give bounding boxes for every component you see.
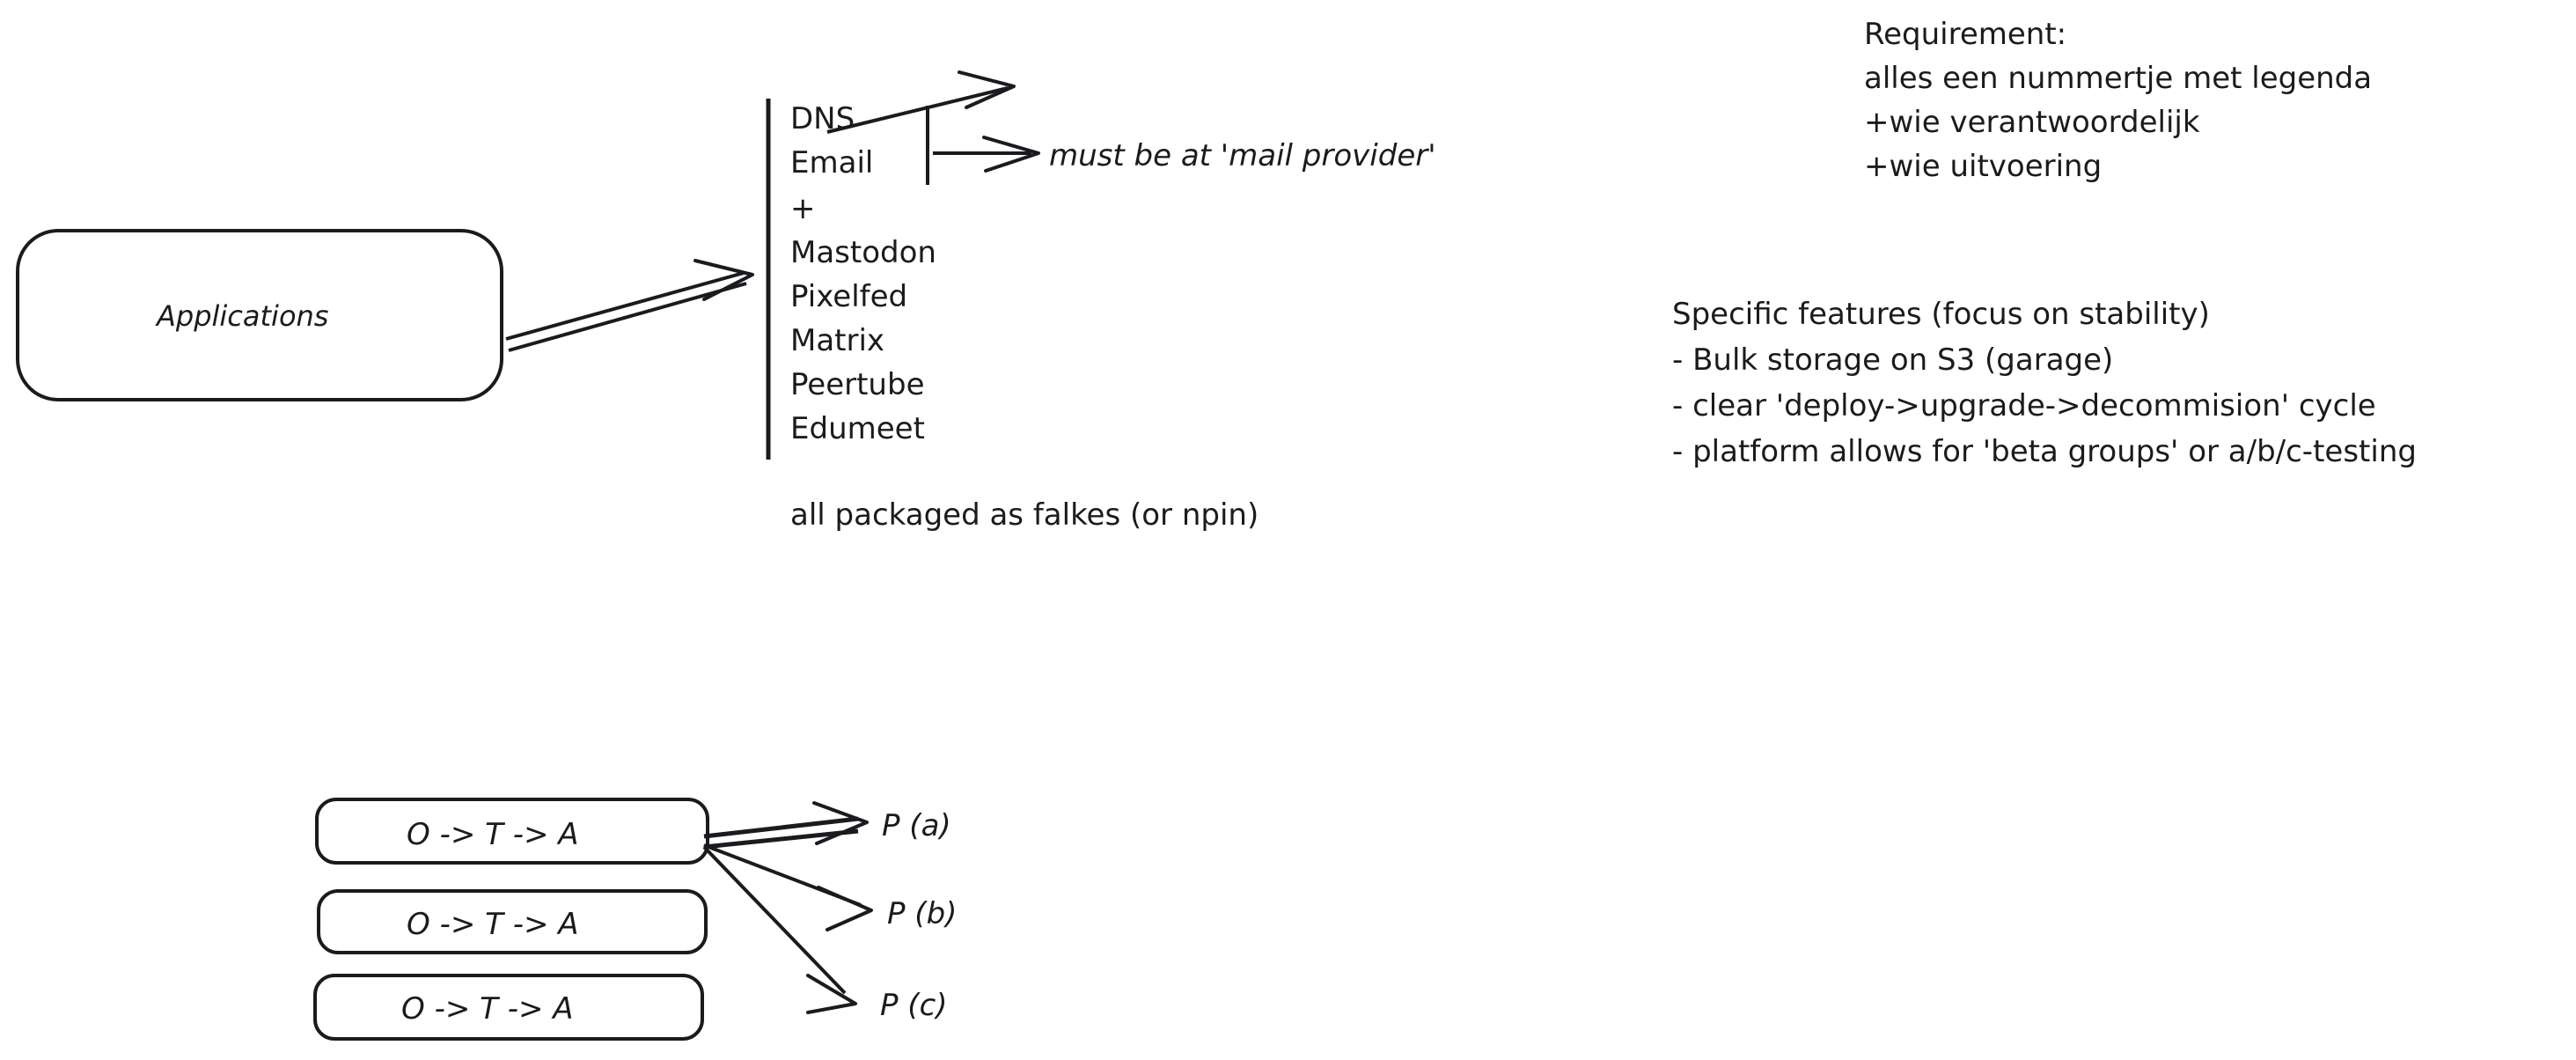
mail-provider-note: must be at 'mail provider' — [1049, 138, 1436, 173]
applications-to-services-arrow-line-2 — [509, 283, 746, 350]
features-line-1: Specific features (focus on stability) — [1672, 297, 2210, 332]
dns-upward-arrowhead — [959, 72, 1014, 107]
features-line-2: - Bulk storage on S3 (garage) — [1672, 342, 2114, 378]
service-item-plus: + — [790, 191, 816, 226]
pipeline-output-label-c: P (c) — [880, 988, 948, 1023]
pipeline-box-label-3: O -> T -> A — [401, 991, 574, 1027]
pipeline-box-label-1: O -> T -> A — [407, 817, 579, 852]
pipeline-output-label-a: P (a) — [882, 808, 951, 843]
service-item-mastodon: Mastodon — [790, 235, 936, 270]
requirement-line-1: Requirement: — [1864, 17, 2067, 52]
service-item-matrix: Matrix — [790, 323, 885, 358]
service-item-email: Email — [790, 145, 874, 180]
service-item-edumeet: Edumeet — [790, 411, 925, 446]
applications-box-label: Applications — [157, 299, 329, 333]
requirement-line-2: alles een nummertje met legenda — [1864, 61, 2373, 96]
pipeline-output-label-b: P (b) — [887, 896, 958, 931]
packaging-note: all packaged as falkes (or npin) — [790, 497, 1259, 533]
applications-to-services-arrow-line-1 — [506, 273, 744, 339]
requirement-line-3: +wie verantwoordelijk — [1864, 105, 2200, 140]
service-item-peertube: Peertube — [790, 367, 925, 402]
pipeline-box-label-2: O -> T -> A — [407, 907, 579, 942]
requirement-line-4: +wie uitvoering — [1864, 149, 2103, 184]
features-line-3: - clear 'deploy->upgrade->decommision' cycle — [1672, 388, 2376, 423]
features-line-4: - platform allows for 'beta groups' or a/b/c-testing — [1672, 434, 2417, 469]
pipeline-arrow-line-c — [704, 847, 845, 993]
service-item-pixelfed: Pixelfed — [790, 279, 908, 314]
service-item-dns: DNS — [790, 101, 855, 136]
